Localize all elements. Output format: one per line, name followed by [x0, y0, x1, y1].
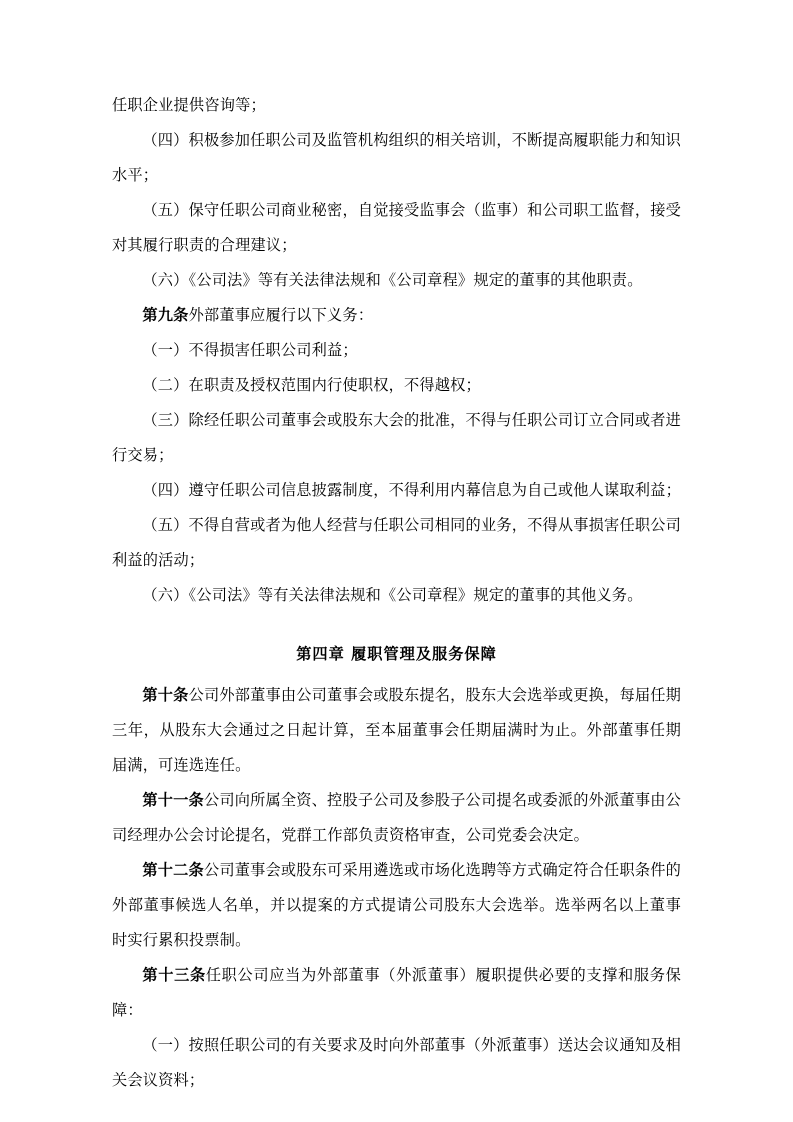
chapter-heading: 第四章 履职管理及服务保障 — [296, 645, 497, 663]
article-paragraph — [112, 298, 681, 333]
article-label: 第十一条 — [142, 791, 204, 809]
paragraph: （四）遵守任职公司信息披露制度，不得利用内幕信息为自己或他人谋取利益； — [142, 481, 681, 499]
article-label: 第十二条 — [142, 861, 204, 879]
article-paragraph — [112, 853, 681, 958]
article-paragraph — [112, 958, 681, 1028]
paragraph: （五）保守任职公司商业秘密，自觉接受监事会（监事）和公司职工监督，接受对其履行职责的合理建议； — [112, 201, 681, 254]
paragraph: （二）在职责及授权范围内行使职权，不得越权； — [142, 376, 481, 394]
paragraph: （六）《公司法》等有关法律法规和《公司章程》规定的董事的其他义务。 — [142, 586, 643, 604]
article-paragraph — [112, 678, 681, 783]
paragraph: （一）按照任职公司的有关要求及时向外部董事（外派董事）送达会议通知及相关会议资料； — [112, 1036, 681, 1089]
article-text: 公司外部董事由公司董事会或股东提名，股东大会选举或更换，每届任期三年，从股东大会通过之日起计算，至本届董事会任期届满时为止。外部董事任期届满，可连选连任。 — [112, 686, 681, 774]
paragraph: 任职企业提供咨询等； — [112, 96, 266, 114]
paragraph: （三）除经任职公司董事会或股东大会的批准，不得与任职公司订立合同或者进行交易； — [112, 411, 681, 464]
article-paragraph — [112, 783, 681, 853]
document-body — [112, 88, 681, 1098]
paragraph: （四）积极参加任职公司及监管机构组织的相关培训，不断提高履职能力和知识水平； — [112, 131, 681, 184]
article-text: 任职公司应当为外部董事（外派董事）履职提供必要的支撑和服务保障： — [112, 966, 681, 1019]
paragraph: （六）《公司法》等有关法律法规和《公司章程》规定的董事的其他职责。 — [142, 271, 643, 289]
paragraph: （五）不得自营或者为他人经营与任职公司相同的业务，不得从事损害任职公司利益的活动； — [112, 516, 681, 569]
article-label: 第九条 — [142, 306, 189, 324]
article-label: 第十三条 — [142, 966, 206, 984]
paragraph: （一）不得损害任职公司利益； — [142, 341, 358, 359]
article-label: 第十条 — [142, 686, 189, 704]
article-text: 公司向所属全资、控股子公司及参股子公司提名或委派的外派董事由公司经理办公会讨论提名，党群工作部负责资格审查，公司党委会决定。 — [112, 791, 681, 844]
article-text: 公司董事会或股东可采用遴选或市场化选聘等方式确定符合任职条件的外部董事候选人名单，并以提案的方式提请公司股东大会选举。选举两名以上董事时实行累积投票制。 — [112, 861, 681, 949]
article-text: 外部董事应履行以下义务： — [188, 306, 374, 324]
